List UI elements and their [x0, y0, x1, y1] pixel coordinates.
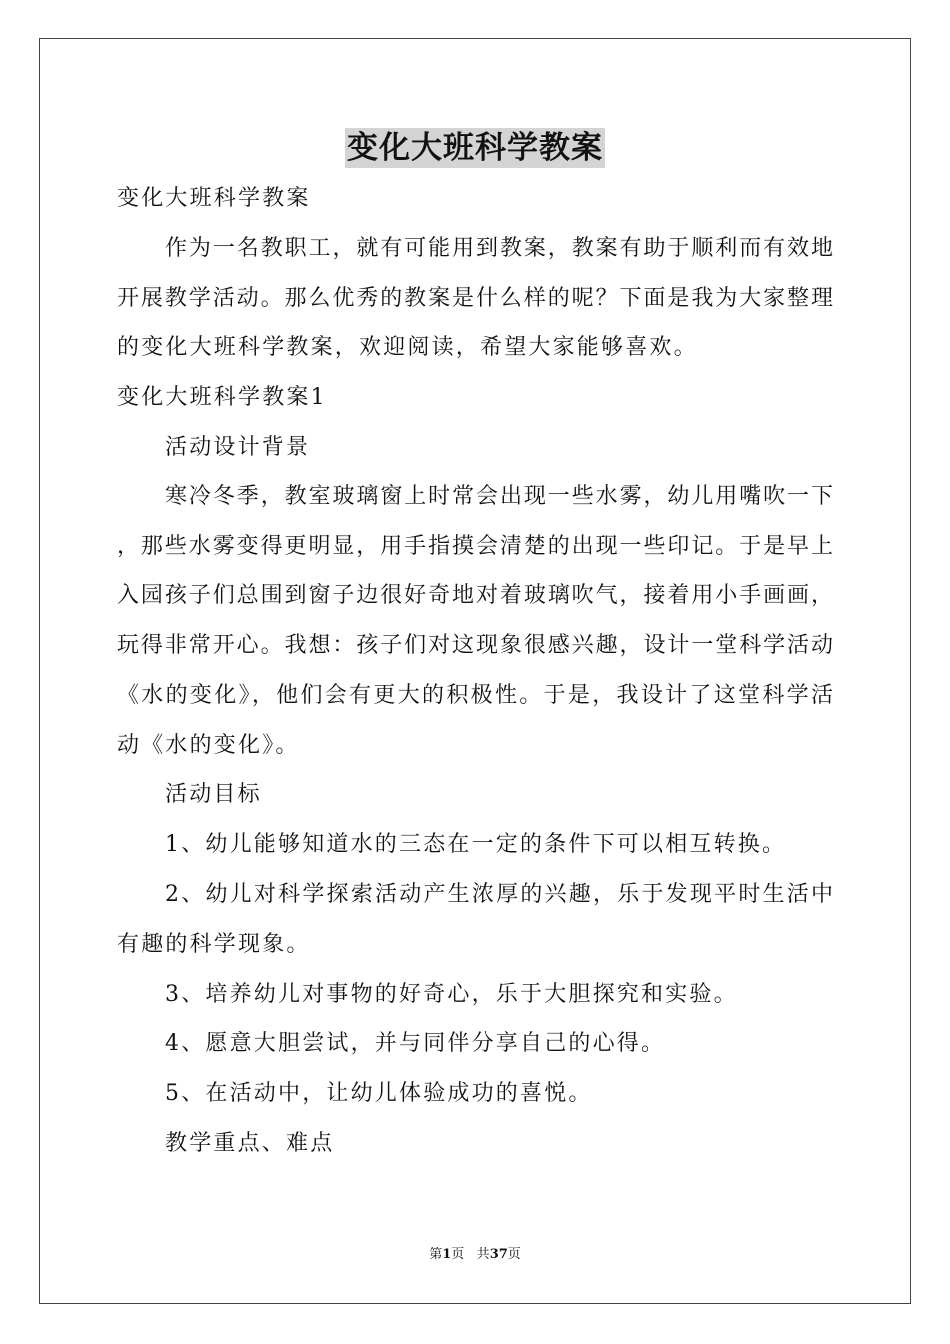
paragraph-line: 1、幼儿能够知道水的三态在一定的条件下可以相互转换。 — [165, 832, 787, 857]
paragraph-line: 的变化大班科学教案，欢迎阅读，希望大家能够喜欢。 — [117, 335, 698, 360]
footer-total-pages: 37 — [489, 1247, 508, 1262]
paragraph-line: 有趣的科学现象。 — [117, 932, 311, 957]
paragraph-line: 变化大班科学教案1 — [117, 385, 327, 410]
paragraph-line: 教学重点、难点 — [165, 1131, 335, 1156]
footer-page-prefix: 第 — [429, 1247, 443, 1262]
paragraph-line: ，那些水雾变得更明显，用手指摸会清楚的出现一些印记。于是早上 — [117, 534, 833, 559]
paragraph-line: 2、幼儿对科学探索活动产生浓厚的兴趣，乐于发现平时生活中 — [165, 882, 833, 907]
paragraph-line: 寒冷冬季，教室玻璃窗上时常会出现一些水雾，幼儿用嘴吹一下 — [165, 484, 833, 509]
document-title: 变化大班科学教案 — [347, 130, 603, 166]
paragraph-line: 《水的变化》，他们会有更大的积极性。于是，我设计了这堂科学活 — [117, 683, 833, 708]
paragraph-line: 动《水的变化》。 — [117, 733, 300, 758]
paragraph-line: 入园孩子们总围到窗子边很好奇地对着玻璃吹气，接着用小手画画， — [117, 583, 833, 608]
paragraph-line: 4、愿意大胆尝试，并与同伴分享自己的心得。 — [165, 1031, 666, 1056]
paragraph-line: 玩得非常开心。我想：孩子们对这现象很感兴趣，设计一堂科学活动 — [117, 633, 833, 658]
paragraph-line: 活动目标 — [165, 782, 262, 807]
footer-page-suffix: 页 — [451, 1247, 465, 1262]
paragraph-line: 开展教学活动。那么优秀的教案是什么样的呢？下面是我为大家整理 — [117, 286, 833, 311]
paragraph-line: 3、培养幼儿对事物的好奇心，乐于大胆探究和实验。 — [165, 982, 738, 1007]
page-border — [39, 38, 911, 1304]
title-container — [0, 128, 950, 168]
paragraph-line: 活动设计背景 — [165, 435, 311, 460]
paragraph-line: 变化大班科学教案 — [117, 186, 311, 211]
paragraph-line: 作为一名教职工，就有可能用到教案，教案有助于顺利而有效地 — [165, 236, 833, 261]
footer-total-suffix: 页 — [507, 1247, 521, 1262]
paragraph-line: 5、在活动中，让幼儿体验成功的喜悦。 — [165, 1081, 593, 1106]
page-footer — [0, 1246, 950, 1264]
footer-page-number: 1 — [442, 1247, 452, 1262]
footer-total-prefix: 共 — [476, 1247, 490, 1262]
